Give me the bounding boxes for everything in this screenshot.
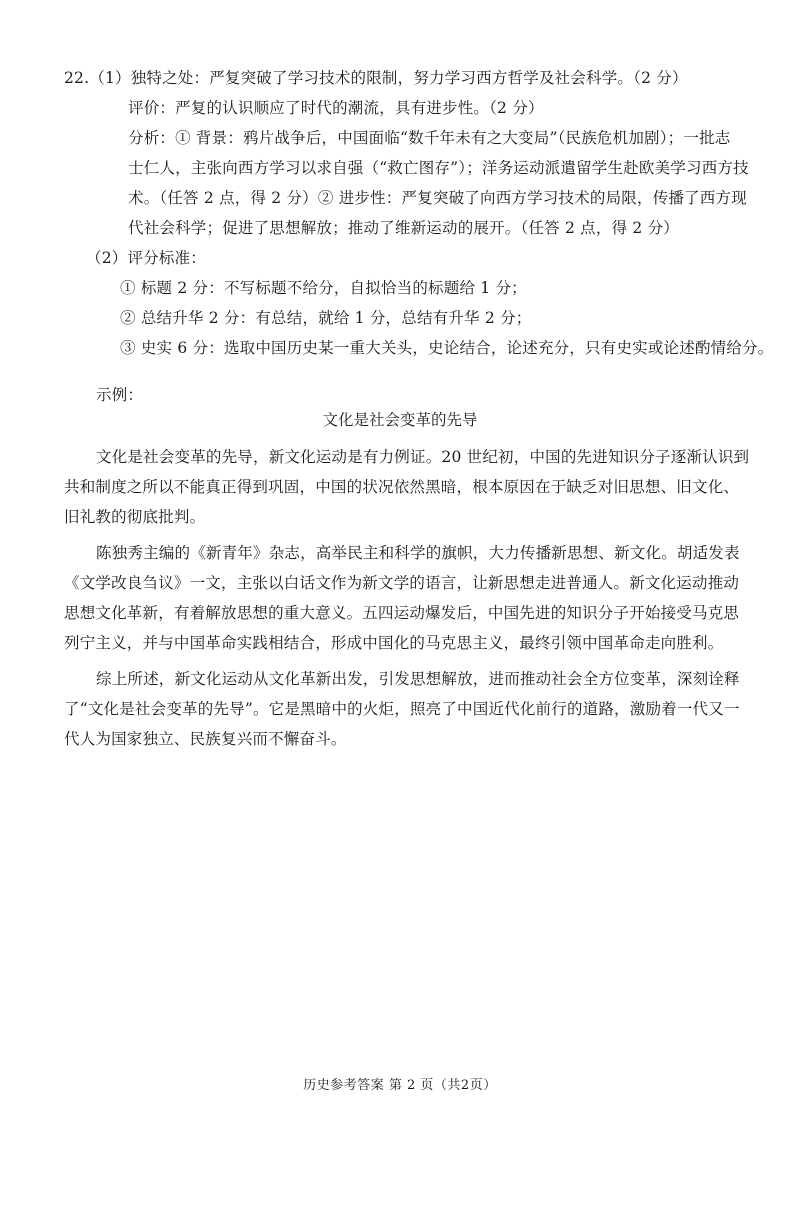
page-footer: 历史参考答案 第 2 页（共2页） (303, 1078, 497, 1093)
paragraph-1-line-1: 文化是社会变革的先导，新文化运动是有力例证。20 世纪初，中国的先进知识分子逐渐认识到 (96, 448, 750, 466)
q22-analysis-line1: 分析：① 背景：鸦片战争后，中国面临“数千年未有之大变局”（民族危机加剧）；一批志 (128, 129, 731, 147)
q22-analysis-line4: 代社会科学；促进了思想解放；推动了维新运动的展开。（任答 2 点，得 2 分） (128, 219, 679, 237)
q22-part2-heading: （2）评分标准： (86, 249, 206, 267)
example-title: 文化是社会变革的先导 (322, 411, 478, 429)
criterion-summary: ② 总结升华 2 分：有总结，就给 1 分，总结有升华 2 分； (120, 309, 532, 327)
q22-evaluation: 评价：严复的认识顺应了时代的潮流，具有进步性。（2 分） (128, 99, 544, 117)
paragraph-2-line-2: 《文学改良刍议》一文，主张以白话文作为新文学的语言，让新思想走进普通人。新文化运动推动 (64, 574, 740, 592)
paragraph-2-line-3: 思想文化革新，有着解放思想的重大意义。五四运动爆发后，中国先进的知识分子开始接受马克思 (64, 604, 740, 622)
q22-analysis-line2: 士仁人，主张向西方学习以求自强（“救亡图存”）；洋务运动派遣留学生赴欧美学习西方技 (128, 159, 749, 177)
paragraph-3-line-3: 代人为国家独立、民族复兴而不懈奋斗。 (64, 730, 347, 748)
criterion-title: ① 标题 2 分：不写标题不给分，自拟恰当的标题给 1 分； (120, 279, 527, 297)
paragraph-3-line-1: 综上所述，新文化运动从文化革新出发，引发思想解放，进而推动社会全方位变革，深刻诠释 (96, 670, 740, 688)
q22-analysis-line3: 术。（任答 2 点，得 2 分）② 进步性：严复突破了向西方学习技术的局限，传播了西方现 (128, 189, 747, 207)
paragraph-1-line-2: 共和制度之所以不能真正得到巩固，中国的状况依然黑暗，根本原因在于缺乏对旧思想、旧文化、 (64, 478, 740, 496)
paragraph-2-line-1: 陈独秀主编的《新青年》杂志，高举民主和科学的旗帜，大力传播新思想、新文化。胡适发表 (96, 544, 740, 562)
example-label: 示例： (96, 386, 144, 404)
criterion-history: ③ 史实 6 分：选取中国历史某一重大关头，史论结合，论述充分，只有史实或论述酌情给分。 (120, 339, 774, 357)
paragraph-1-line-3: 旧礼教的彻底批判。 (64, 508, 206, 526)
paragraph-3-line-2: 了“文化是社会变革的先导”。它是黑暗中的火炬，照亮了中国近代化前行的道路，激励着一代又一 (64, 700, 740, 718)
q22-part1-line1: 22.（1）独特之处：严复突破了学习技术的限制，努力学习西方哲学及社会科学。（2 分） (64, 69, 688, 87)
paragraph-2-line-4: 列宁主义，并与中国革命实践相结合，形成中国化的马克思主义，最终引领中国革命走向胜利。 (64, 634, 724, 652)
